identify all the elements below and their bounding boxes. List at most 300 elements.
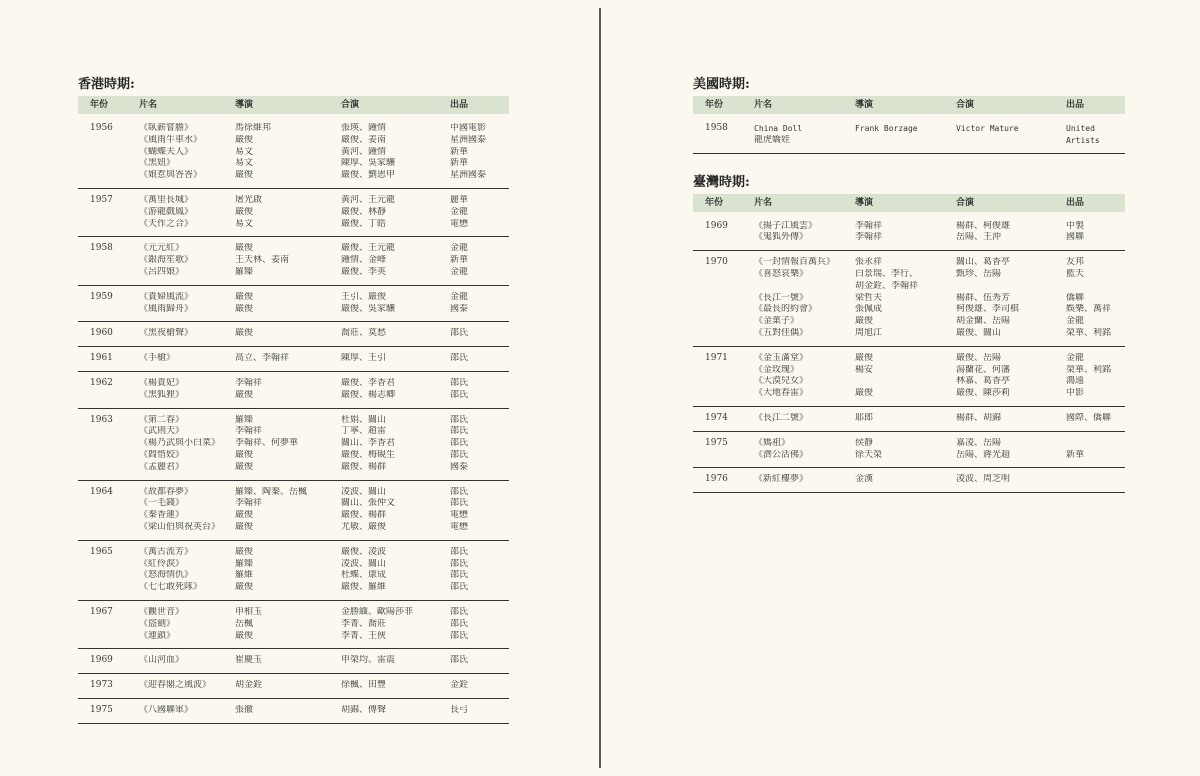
film-producer: United (1066, 124, 1095, 133)
film-rows (139, 680, 509, 692)
film-rows (754, 257, 1125, 340)
film-cast: 杜蝶、康成 (341, 570, 387, 581)
year-group (693, 468, 1125, 493)
table-row (754, 316, 1125, 328)
film-title: 《長江二號》 (754, 412, 809, 423)
film-title: 《呂四娘》 (139, 266, 185, 277)
table-row (754, 450, 1125, 462)
table-row (139, 158, 509, 170)
film-director: 李翰祥 (235, 377, 263, 388)
film-producer: 鴻遠 (1066, 376, 1085, 387)
film-producer: 金龍 (1066, 352, 1085, 363)
film-title: 《金菓子》 (754, 316, 800, 327)
film-producer: 邵氏 (450, 486, 469, 497)
year-group (78, 699, 509, 724)
film-director: 易文 (235, 146, 254, 157)
year-cell: 1956 (90, 123, 113, 133)
film-title: 《楊乃武與小白菜》 (139, 438, 221, 449)
film-producer: 邵氏 (450, 377, 469, 388)
film-cast: 嚴俊、吳家驤 (341, 303, 396, 314)
film-title: 《濟公活佛》 (754, 449, 809, 460)
film-producer: 邵氏 (450, 449, 469, 460)
film-title: China Doll (754, 124, 803, 133)
film-title: 《萬里長城》 (139, 194, 194, 205)
film-cast: 嚴俊、凌波 (341, 546, 387, 557)
table-row (139, 570, 509, 582)
year-group (693, 251, 1125, 347)
film-producer: 新華 (450, 158, 469, 169)
film-director: 周旭江 (855, 327, 883, 338)
film-director: 易文 (235, 158, 254, 169)
film-rows (139, 353, 509, 365)
film-director: 嚴俊 (855, 316, 874, 327)
film-title: 《山河血》 (139, 655, 185, 666)
table-row (139, 219, 509, 231)
film-cast: 李菁、王俠 (341, 630, 387, 641)
year-group (78, 237, 509, 285)
year-group (78, 322, 509, 347)
table-row (754, 123, 1125, 135)
film-director: 崔慶玉 (235, 655, 263, 666)
film-title: 《迎春閣之風波》 (139, 680, 212, 691)
film-cast: 徐楓、田豐 (341, 680, 387, 691)
header-director: 導演 (235, 100, 254, 110)
film-producer: 邵氏 (450, 438, 469, 449)
film-producer: 中國電影 (450, 123, 487, 133)
film-producer: 金龍 (450, 243, 469, 254)
film-cast: 嚴俊、姜南 (341, 134, 387, 145)
film-producer: 新華 (450, 255, 469, 266)
table-row (139, 267, 509, 279)
film-director: 羅臻 (235, 558, 254, 569)
film-producer: 星洲國泰 (450, 170, 487, 181)
table-row (754, 376, 1125, 388)
film-director: 嚴俊 (235, 510, 254, 521)
film-director: 張佩成 (855, 304, 883, 315)
film-director: 嚴俊 (235, 328, 254, 339)
film-rows (754, 438, 1125, 462)
film-cast: 嚴俊、楊群 (341, 461, 387, 472)
year-group (78, 601, 509, 649)
year-group (78, 189, 509, 237)
table-row (139, 147, 509, 159)
table-header (78, 96, 509, 114)
table-row (754, 304, 1125, 316)
film-director: 楊安 (855, 364, 874, 375)
table-row (754, 135, 1125, 147)
film-title: 《貴婦風流》 (139, 291, 194, 302)
film-director: 李翰祥 (235, 426, 263, 437)
film-cast: 嚴俊、丁皓 (341, 218, 387, 229)
table-row (139, 123, 509, 135)
film-producer: 邵氏 (450, 389, 469, 400)
table-row (139, 522, 509, 534)
table-row (754, 413, 1125, 425)
year-cell: 1971 (705, 352, 728, 363)
film-director: 馬徐維邦 (235, 123, 272, 133)
film-producer: 邵氏 (450, 570, 469, 581)
year-cell: 1969 (90, 655, 113, 666)
film-producer: 國泰 (450, 461, 469, 472)
film-title: 《黑夜槍聲》 (139, 328, 194, 339)
table-row (139, 426, 509, 438)
film-director: 嚴俊 (235, 170, 254, 181)
film-title: 《故都春夢》 (139, 486, 194, 497)
film-producer: 邵氏 (450, 582, 469, 593)
film-title: 《武則天》 (139, 426, 185, 437)
table-row (754, 388, 1125, 400)
film-title: 《鬼狐外傳》 (754, 232, 809, 243)
year-group (693, 212, 1125, 252)
film-rows (754, 221, 1125, 245)
film-director: 李翰祥 (855, 232, 883, 243)
film-cast: 嚴俊、楊志卿 (341, 389, 396, 400)
film-title: 《怒海情仇》 (139, 570, 194, 581)
film-cast: Victor Mature (956, 124, 1019, 133)
film-title: 《一毛錢》 (139, 498, 185, 509)
film-cast: 凌波、關山 (341, 558, 387, 569)
right-page (693, 74, 1125, 493)
film-cast: 陳厚、王引 (341, 353, 387, 364)
film-director: 嚴俊 (855, 352, 874, 363)
film-director: 王天林、姜南 (235, 255, 290, 266)
film-title: 《元元紅》 (139, 243, 185, 254)
film-producer (1066, 474, 1125, 486)
film-cast: 胡金蘭、岳陽 (956, 316, 1011, 327)
film-director: Frank Borzage (855, 124, 918, 133)
year-cell: 1967 (90, 606, 113, 617)
film-cast: 關山、葛香亭 (956, 257, 1011, 268)
year-cell: 1976 (705, 474, 728, 485)
film-title: 《媽祖》 (754, 437, 791, 448)
table-row (139, 243, 509, 255)
table-row (139, 619, 509, 631)
film-cast: 胡錦、傅聲 (341, 704, 387, 715)
film-title: 《七七敢死隊》 (139, 582, 203, 593)
film-producer: 電懋 (450, 521, 469, 532)
film-title: 《孟麗君》 (139, 461, 185, 472)
film-title: 《風雨歸舟》 (139, 303, 194, 314)
film-rows (139, 378, 509, 402)
film-director: 白景瑞、李行、 (855, 268, 919, 279)
film-director: 羅維 (235, 570, 254, 581)
table-row (754, 365, 1125, 377)
header-year: 年份 (90, 100, 109, 110)
film-cast: 楊群、伍秀芳 (956, 292, 1011, 303)
film-rows (139, 243, 509, 278)
film-rows (139, 607, 509, 642)
table-row (754, 353, 1125, 365)
film-title: 《觀世音》 (139, 606, 185, 617)
header-cast: 合演 (341, 100, 360, 110)
film-director: 嚴俊 (235, 461, 254, 472)
film-director: 羅臻 (235, 414, 254, 425)
year-cell: 1975 (90, 704, 113, 715)
film-title: 《天作之合》 (139, 218, 194, 229)
film-cast: 岳陽、蔣光超 (956, 449, 1011, 460)
year-group (693, 432, 1125, 469)
film-director: 嚴俊 (235, 521, 254, 532)
film-director: 嚴俊 (235, 389, 254, 400)
year-cell: 1957 (90, 194, 113, 205)
film-producer (1066, 281, 1125, 293)
header-producer: 出品 (1066, 197, 1085, 208)
table-row (139, 510, 509, 522)
film-rows (139, 547, 509, 594)
film-cast: 黃河、王元龍 (341, 194, 396, 205)
film-title: 《梁山伯與祝英台》 (139, 521, 221, 532)
film-producer: 長弓 (450, 704, 469, 715)
film-title: 《長江一號》 (754, 292, 809, 303)
table-row (139, 135, 509, 147)
year-group (78, 286, 509, 323)
film-rows (139, 328, 509, 340)
table-row (754, 438, 1125, 450)
film-cast: 嚴俊、岳陽 (956, 352, 1002, 363)
header-producer: 出品 (450, 100, 469, 110)
film-director: 嚴俊 (235, 134, 254, 145)
film-director: 嚴俊 (235, 546, 254, 557)
year-cell: 1974 (705, 412, 728, 423)
table-row (139, 378, 509, 390)
film-director: 屠光啟 (235, 194, 263, 205)
film-title: 《秦香蓮》 (139, 510, 185, 521)
header-director: 導演 (855, 197, 874, 208)
year-cell: 1959 (90, 291, 113, 302)
film-title: 《黑妞》 (139, 158, 176, 169)
table-row (139, 438, 509, 450)
table-row (139, 655, 509, 667)
film-title: 《楊貴妃》 (139, 377, 185, 388)
film-cast (956, 281, 1066, 293)
film-producer: 邵氏 (450, 618, 469, 629)
film-director (855, 135, 956, 147)
header-title: 片名 (139, 100, 158, 110)
film-cast: 楊群、柯俊雄 (956, 220, 1011, 231)
film-director: 金漢 (855, 474, 874, 485)
film-producer: 國泰 (450, 303, 469, 314)
film-director (855, 376, 956, 388)
film-title: 《金玉滿堂》 (754, 352, 809, 363)
film-rows (754, 413, 1125, 425)
film-producer: 邵氏 (450, 606, 469, 617)
film-producer: 電懋 (450, 218, 469, 229)
film-producer: 邵氏 (450, 328, 469, 339)
table-row (754, 269, 1125, 281)
film-title: 《紅伶淚》 (139, 558, 185, 569)
film-cast (956, 135, 1066, 147)
film-producer: 中製 (1066, 220, 1085, 231)
table-row (754, 281, 1125, 293)
film-cast: 甄珍、岳陽 (956, 268, 1002, 279)
film-rows (754, 353, 1125, 400)
film-producer: 榮華、利銘 (1066, 327, 1112, 338)
film-cast: 湯蘭花、何藩 (956, 364, 1011, 375)
film-cast: 嚴俊、梅硯生 (341, 449, 396, 460)
film-title: 《盜劍》 (139, 618, 176, 629)
film-title: 《喜怒哀樂》 (754, 268, 809, 279)
film-cast: 林嘉、葛香亭 (956, 376, 1011, 387)
table-row (754, 257, 1125, 269)
film-title: 《最長的約會》 (754, 304, 818, 315)
film-title: 《一封情報百萬兵》 (754, 257, 836, 268)
year-cell: 1960 (90, 328, 113, 339)
film-cast: 嚴俊、陳莎莉 (956, 388, 1011, 399)
film-title: 龍虎嬌娃 (754, 134, 791, 145)
table-row (139, 304, 509, 316)
film-director: 嚴俊 (235, 449, 254, 460)
film-producer: 榮華、利銘 (1066, 364, 1112, 375)
film-title: 《第二春》 (139, 414, 185, 425)
table-row (139, 195, 509, 207)
film-cast: 李菁、喬莊 (341, 618, 387, 629)
table-row (139, 559, 509, 571)
year-group (78, 114, 509, 189)
film-cast: 喬莊、莫愁 (341, 328, 387, 339)
table-row (754, 221, 1125, 233)
header-year: 年份 (705, 100, 724, 110)
film-director: 侯靜 (855, 437, 874, 448)
film-producer: 新華 (1066, 449, 1085, 460)
film-producer: 邵氏 (450, 426, 469, 437)
film-director: 胡金銓 (235, 680, 263, 691)
year-cell: 1969 (705, 220, 728, 231)
film-cast: 柯俊雄、李司棋 (956, 304, 1020, 315)
film-cast: 嚴俊、李英 (341, 266, 387, 277)
film-cast: 陳厚、吳家驤 (341, 158, 396, 169)
film-title: 《大地春雷》 (754, 388, 809, 399)
film-director: 耶郎 (855, 412, 874, 423)
table-header (693, 96, 1125, 114)
film-director: 嚴俊 (235, 582, 254, 593)
table-row (139, 631, 509, 643)
year-group (78, 372, 509, 409)
section-title-us: 美國時期: (693, 77, 750, 92)
film-producer: 金龍 (450, 291, 469, 302)
film-director: 胡金銓、李翰祥 (855, 280, 919, 291)
film-cast: 尤敏、嚴俊 (341, 521, 387, 532)
film-director: 嚴俊 (235, 630, 254, 641)
film-producer: 金龍 (1066, 316, 1085, 327)
year-group (693, 114, 1125, 154)
film-director: 嚴俊 (235, 206, 254, 217)
year-cell: 1973 (90, 680, 113, 691)
film-cast: 嘉凌、岳陽 (956, 437, 1002, 448)
year-cell: 1961 (90, 353, 113, 364)
film-director: 李翰祥 (855, 220, 883, 231)
film-cast: 嚴俊、關山 (956, 327, 1002, 338)
film-title (754, 281, 855, 293)
film-producer: 邵氏 (450, 655, 469, 666)
film-cast: 關山、李香君 (341, 438, 396, 449)
film-rows (139, 487, 509, 534)
film-title: 《大漠兒女》 (754, 376, 809, 387)
table-row (754, 293, 1125, 305)
table-row (139, 255, 509, 267)
us-table-body (693, 114, 1125, 154)
film-cast: 張瑛、鍾情 (341, 123, 387, 133)
film-director: 嚴俊 (855, 388, 874, 399)
table-row (139, 415, 509, 427)
film-title: 《揚子江風雲》 (754, 220, 818, 231)
film-title: 《手槍》 (139, 353, 176, 364)
film-cast: 申榮均、雷震 (341, 655, 396, 666)
film-producer: Artists (1066, 135, 1100, 145)
table-row (139, 390, 509, 402)
film-producer: 新華 (450, 146, 469, 157)
film-producer: 邵氏 (450, 558, 469, 569)
film-director: 嚴俊 (235, 291, 254, 302)
header-producer: 出品 (1066, 100, 1085, 110)
film-director: 易文 (235, 218, 254, 229)
table-row (139, 582, 509, 594)
film-director: 李翰祥 (235, 498, 263, 509)
film-director: 李翰祥、何夢華 (235, 438, 299, 449)
film-director: 梁哲夫 (855, 292, 883, 303)
film-cast: 楊群、胡錦 (956, 412, 1002, 423)
film-title: 《連鎖》 (139, 630, 176, 641)
year-group (78, 649, 509, 674)
film-producer: 藍天 (1066, 268, 1085, 279)
year-cell: 1962 (90, 377, 113, 388)
film-director: 申相玉 (235, 606, 263, 617)
table-row (139, 547, 509, 559)
film-cast: 凌波、周芝明 (956, 474, 1011, 485)
film-rows (754, 123, 1125, 147)
film-producer: 邵氏 (450, 498, 469, 509)
page-divider (599, 8, 601, 768)
year-cell: 1963 (90, 414, 113, 425)
table-row (139, 353, 509, 365)
film-title: 《五對佳偶》 (754, 327, 809, 338)
header-title: 片名 (754, 197, 773, 208)
film-cast: 嚴俊、羅維 (341, 582, 387, 593)
film-cast: 岳陽、王沖 (956, 232, 1002, 243)
table-row (139, 498, 509, 510)
film-producer: 國際、僑聯 (1066, 412, 1112, 423)
year-group (693, 407, 1125, 432)
header-cast: 合演 (956, 197, 975, 208)
film-producer (1066, 438, 1125, 450)
film-title: 《閻惜姣》 (139, 449, 185, 460)
film-director: 嚴俊 (235, 303, 254, 314)
film-producer: 中影 (1066, 388, 1085, 399)
year-cell: 1958 (705, 123, 728, 133)
film-cast: 嚴俊、林靜 (341, 206, 387, 217)
film-title: 《臥薪嘗膽》 (139, 123, 194, 133)
film-producer: 星洲國泰 (450, 134, 487, 145)
film-producer: 邵氏 (450, 353, 469, 364)
film-producer: 金銓 (450, 680, 469, 691)
film-rows (754, 474, 1125, 486)
film-cast: 金勝緬、歐陽莎菲 (341, 606, 414, 617)
film-cast: 黃河、鍾情 (341, 146, 387, 157)
film-director: 羅臻 (235, 266, 254, 277)
film-title: 《金玫瑰》 (754, 364, 800, 375)
film-producer: 電懋 (450, 510, 469, 521)
film-cast: 嚴俊、李香君 (341, 377, 396, 388)
film-rows (139, 655, 509, 667)
section-title-tw: 臺灣時期: (693, 174, 750, 190)
film-title: 《娘惹與峇峇》 (139, 170, 203, 181)
section-title-hk: 香港時期: (78, 77, 135, 92)
tw-table-body (693, 212, 1125, 494)
table-row (139, 607, 509, 619)
year-cell: 1970 (705, 257, 728, 268)
film-director: 張徹 (235, 704, 254, 715)
film-director: 羅臻、陶秦、岳楓 (235, 486, 308, 497)
header-title: 片名 (754, 100, 773, 110)
